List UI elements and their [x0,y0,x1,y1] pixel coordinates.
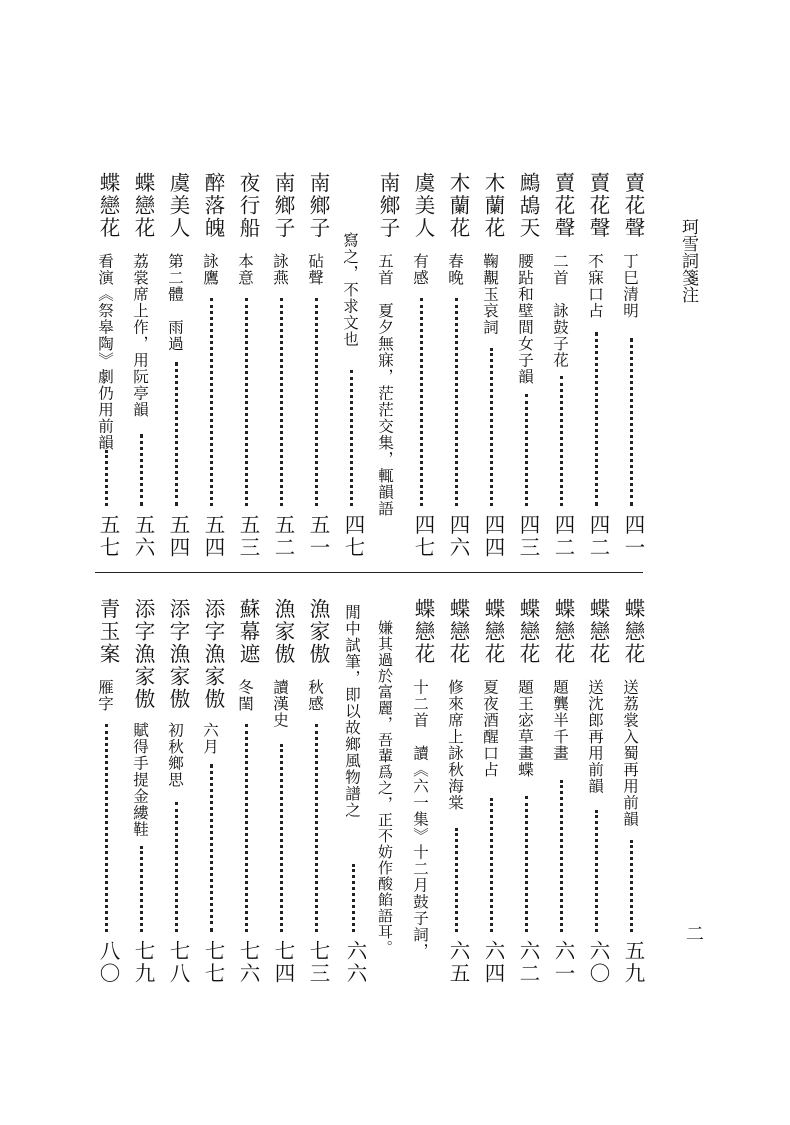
entry-title: 木蘭花 [446,172,470,240]
entry-subtitle: 第二體 雨過 [166,253,184,352]
entry-subtitle: 六月 [201,722,219,755]
entry-title: 鷓鴣天 [516,172,540,240]
entry-subtitle-continued: 寫之，不求文也 [341,232,359,348]
dot-leader [560,376,563,506]
entry-page: 四三 [516,514,540,559]
entry-title: 南鄉子 [306,172,330,240]
entry-subtitle: 有感 [411,253,429,286]
toc-entry[interactable] [583,598,611,988]
entry-subtitle: 冬閨 [236,679,254,712]
entry-subtitle: 題王宓草畫蝶 [516,679,534,778]
entry-page: 五四 [201,514,225,559]
entry-title: 添字漁家傲 [166,598,190,711]
entry-page: 七四 [271,940,295,985]
entry-subtitle: 腰跕和壁間女子韻 [516,253,534,385]
entry-subtitle: 賦得手提金縷鞋 [131,722,149,838]
entry-page: 五二 [271,514,295,559]
toc-entry[interactable] [268,598,296,988]
dot-leader [140,846,143,932]
entry-page: 四七 [411,514,435,559]
toc-entry[interactable] [303,172,331,562]
dot-leader [525,796,528,932]
entry-subtitle: 不寐口占 [586,253,604,319]
toc-entry[interactable] [233,172,261,562]
toc-entry[interactable] [478,598,506,988]
toc-entry[interactable] [163,598,191,988]
entry-title: 賣花聲 [621,172,645,240]
toc-entry[interactable] [618,598,646,988]
toc-entry[interactable] [198,598,226,988]
entry-title: 蝶戀花 [411,598,435,666]
toc-entry[interactable] [408,598,436,988]
entry-page: 七九 [131,940,155,985]
entry-page: 八〇 [96,940,120,985]
entry-title: 賣花聲 [551,172,575,240]
dot-leader [630,338,633,506]
entry-title: 蝶戀花 [551,598,575,666]
dot-leader [352,864,355,932]
entry-page: 五三 [236,514,260,559]
dot-leader [420,298,423,506]
toc-entry-continuation[interactable] [374,598,402,988]
entry-title: 蝶戀花 [621,598,645,666]
toc-entry[interactable] [268,172,296,562]
dot-leader [455,828,458,932]
entry-subtitle: 本意 [236,253,254,286]
entry-title: 添字漁家傲 [201,598,225,711]
toc-entry[interactable] [618,172,646,562]
entry-subtitle: 十二首 讀《六一集》十二月鼓子詞， [411,679,429,960]
dot-leader [490,348,493,506]
dot-leader [630,840,633,932]
entry-page: 七六 [236,940,260,985]
entry-title: 蝶戀花 [516,598,540,666]
entry-page: 五四 [166,514,190,559]
entry-subtitle: 初秋鄉思 [166,722,184,788]
page-number: 二 [683,924,704,942]
dot-leader [315,298,318,506]
entry-title: 虞美人 [166,172,190,240]
entry-subtitle-continued: 閒中試筆，即以故鄉風物譜之 [343,604,361,819]
entry-subtitle: 看演《祭皋陶》劇仍用前韻 [96,253,114,451]
dot-leader [210,298,213,506]
entry-title: 漁家傲 [306,598,330,666]
entry-page: 六五 [446,940,470,985]
entry-title: 南鄉子 [376,172,400,240]
dot-leader [525,394,528,506]
entry-subtitle: 春晚 [446,253,464,286]
entry-title: 漁家傲 [271,598,295,666]
entry-subtitle: 送荔裳入蜀再用前韻 [621,679,639,828]
toc-entry[interactable] [443,598,471,988]
toc-entry[interactable] [548,172,576,562]
dot-leader [490,798,493,932]
entry-page: 七三 [306,940,330,985]
entry-subtitle: 夏夜酒醒口占 [481,679,499,778]
entry-subtitle: 題龔半千畫 [551,679,569,762]
entry-subtitle: 秋感 [306,679,324,712]
toc-entry[interactable] [408,172,436,562]
entry-subtitle: 鞠覯玉哀詞 [481,253,499,336]
entry-subtitle: 修來席上詠秋海棠 [446,679,464,811]
entry-page: 四四 [481,514,505,559]
entry-subtitle: 送沈郎再用前韻 [586,679,604,795]
entry-page: 四二 [551,514,575,559]
entry-page: 五一 [306,514,330,559]
dot-leader [595,332,598,506]
entry-title: 蝶戀花 [96,172,120,240]
entry-page: 六一 [551,940,575,985]
entry-title: 添字漁家傲 [131,598,155,711]
entry-title: 賣花聲 [586,172,610,240]
entry-subtitle-continued: 嫌其過於富麗，吾輩爲之，正不妨作酸餡語耳。 [376,620,394,956]
entry-page: 四一 [621,514,645,559]
dot-leader [140,434,143,506]
dot-leader [245,724,248,932]
entry-subtitle: 丁巳清明 [621,253,639,319]
toc-entry[interactable] [548,598,576,988]
section-divider [95,572,643,573]
entry-subtitle: 二首 詠鼓子花 [551,253,569,369]
dot-leader [280,744,283,932]
toc-entry[interactable] [128,598,156,988]
entry-subtitle: 荔裳席上作，用阮亭韻 [131,253,149,418]
entry-subtitle: 詠燕 [271,253,289,286]
entry-page: 五七 [96,514,120,559]
toc-entry[interactable] [513,172,541,562]
toc-entry[interactable] [163,172,191,562]
entry-page: 七八 [166,940,190,985]
dot-leader [560,780,563,932]
entry-title: 虞美人 [411,172,435,240]
entry-title: 蝶戀花 [586,598,610,666]
entry-title: 青玉案 [96,598,120,666]
entry-title: 木蘭花 [481,172,505,240]
toc-entry-continuation[interactable] [338,172,366,562]
entry-title: 蘇幕遮 [236,598,260,666]
dot-leader [350,370,353,506]
toc-entry[interactable] [303,598,331,988]
toc-entry-continuation[interactable] [340,598,368,988]
toc-entry[interactable] [198,172,226,562]
entry-title: 蝶戀花 [446,598,470,666]
entry-subtitle: 五首 夏夕無寐，茫茫交集，輒韻語 [376,253,394,517]
entry-subtitle: 詠鷹 [201,253,219,286]
entry-title: 南鄉子 [271,172,295,240]
entry-page: 五六 [131,514,155,559]
toc-entry[interactable] [93,172,121,562]
entry-subtitle: 讀漢史 [271,679,289,729]
entry-subtitle: 雁字 [96,679,114,712]
entry-page: 六六 [343,940,367,985]
entry-page: 七七 [201,940,225,985]
toc-entry[interactable] [513,598,541,988]
dot-leader [455,298,458,506]
dot-leader [175,802,178,932]
entry-title: 醉落魄 [201,172,225,240]
entry-subtitle: 砧聲 [306,253,324,286]
dot-leader [175,362,178,506]
toc-entry[interactable] [93,598,121,988]
entry-title: 蝶戀花 [481,598,505,666]
dot-leader [245,298,248,506]
toc-entry[interactable] [373,172,401,562]
entry-page: 四七 [341,514,365,559]
dot-leader [105,450,108,506]
toc-entry[interactable] [233,598,261,988]
entry-title: 蝶戀花 [131,172,155,240]
entry-page: 六四 [481,940,505,985]
toc-entry[interactable] [443,172,471,562]
toc-entry[interactable] [478,172,506,562]
dot-leader [105,724,108,932]
dot-leader [280,298,283,506]
dot-leader [210,764,213,932]
entry-title: 夜行船 [236,172,260,240]
entry-page: 六〇 [586,940,610,985]
running-title: 珂雪詞箋注 [678,218,698,303]
toc-entry[interactable] [583,172,611,562]
entry-page: 五九 [621,940,645,985]
toc-entry[interactable] [128,172,156,562]
entry-page: 六二 [516,940,540,985]
dot-leader [315,724,318,932]
dot-leader [595,810,598,932]
entry-page: 四二 [586,514,610,559]
entry-page: 四六 [446,514,470,559]
